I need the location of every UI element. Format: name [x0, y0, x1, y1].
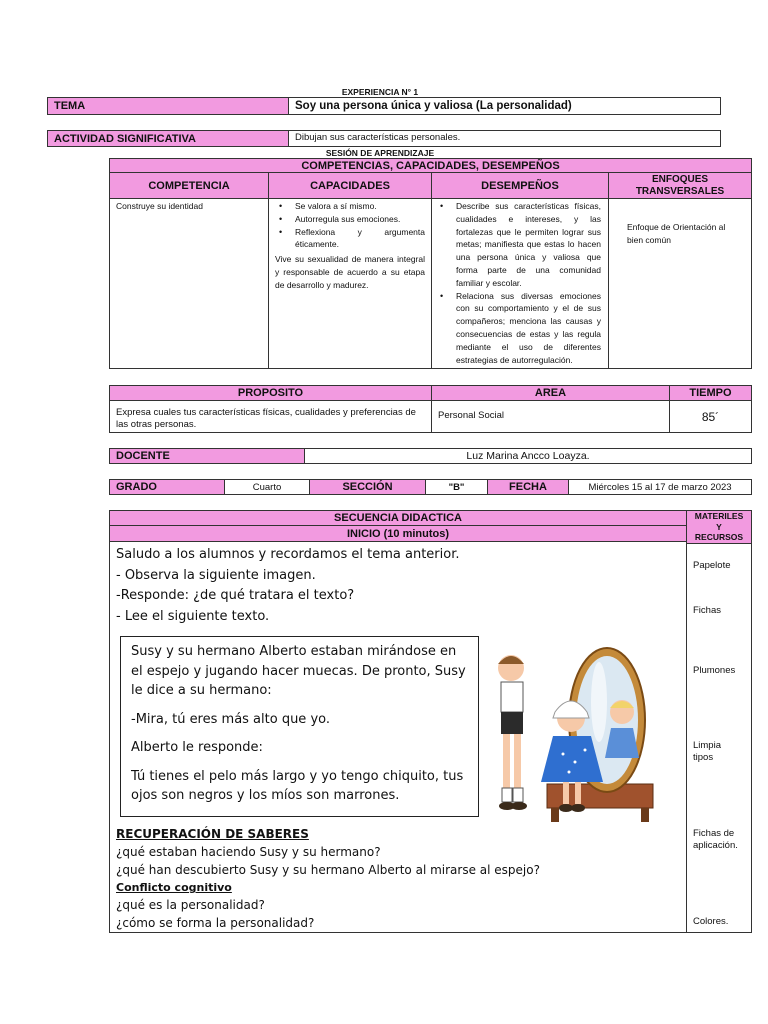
actividad-label: ACTIVIDAD SIGNIFICATIVA: [47, 130, 289, 147]
recuperacion-question: ¿qué han descubierto Susy y su hermano Alberto al mirarse al espejo?: [116, 862, 540, 877]
conflicto-question: ¿cómo se forma la personalidad?: [116, 915, 315, 930]
enfoque-cell: Enfoque de Orientación al bien común: [608, 198, 752, 369]
material-item: Plumones: [693, 665, 736, 676]
capacidades-list: [275, 200, 425, 251]
col-capacidades: CAPACIDADES: [268, 172, 432, 199]
tema-label: TEMA: [47, 97, 289, 115]
capacidades-cell: [268, 198, 432, 369]
capacidad-item: • Reflexiona y argumenta éticamente.: [275, 226, 425, 252]
capacidad-item: • Se valora a sí mismo.: [275, 200, 425, 213]
desempenos-list: [436, 200, 601, 366]
story-box: [120, 636, 479, 817]
recuperacion-title: RECUPERACIÓN DE SABERES: [116, 827, 309, 841]
desempeno-item: • Relaciona sus diversas emociones con su comportamiento y el de sus compañeros; menciona las causas y consecuencias de estas y las regula mediante el uso de diferentes estrategias de autorregulación.: [436, 290, 601, 367]
story-paragraph: Alberto le responde:: [131, 740, 263, 755]
story-paragraph: -Mira, tú eres más alto que yo.: [131, 711, 330, 727]
seccion-label: SECCIÓN: [309, 479, 426, 495]
material-item: Papelote: [693, 560, 731, 571]
story-paragraph: Tú tienes el pelo más largo y yo tengo chiquito, tus ojos son negros y los míos son marrones.: [131, 768, 464, 803]
docente-value: Luz Marina Ancco Loayza.: [304, 448, 752, 464]
conflicto-question: ¿qué es la personalidad?: [116, 898, 265, 913]
material-item: Colores.: [693, 916, 729, 927]
col-proposito: PROPOSITO: [109, 385, 432, 401]
col-area: AREA: [431, 385, 670, 401]
competencia-cell: Construye su identidad: [109, 198, 269, 369]
material-item: Limpia tipos: [693, 740, 721, 763]
capacidad-item: • Autorregula sus emociones.: [275, 213, 425, 226]
material-item: Fichas de aplicación.: [693, 828, 738, 851]
area-cell: Personal Social: [431, 400, 670, 433]
desempenos-cell: [431, 198, 609, 369]
docente-label: DOCENTE: [109, 448, 305, 464]
col-competencia: COMPETENCIA: [109, 172, 269, 199]
fecha-value: Miércoles 15 al 17 de marzo 2023: [568, 479, 752, 495]
materiales-body: [686, 543, 752, 933]
competencias-title: COMPETENCIAS, CAPACIDADES, DESEMPEÑOS: [109, 158, 752, 173]
desempeno-item: • Describe sus características físicas, cualidades e intereses, y las fortalezas que le permiten lograr sus metas; manifiesta que estas lo hacen una persona única y valiosa que forma parte de una comunidad familiar y escolar.: [436, 200, 601, 290]
materiales-title: MATERILES Y RECURSOS: [686, 510, 752, 544]
fecha-label: FECHA: [487, 479, 569, 495]
intro-line: Saludo a los alumnos y recordamos el tema anterior.: [116, 547, 460, 562]
inicio-title: INICIO (10 minutos): [109, 525, 687, 542]
secuencia-title: SECUENCIA DIDACTICA: [109, 510, 687, 526]
intro-lines: [116, 545, 676, 627]
capacidades-extra: Vive su sexualidad de manera integral y responsable de acuerdo a su etapa de desarrollo y madurez.: [275, 254, 425, 290]
tiempo-cell: 85´: [669, 400, 752, 433]
col-enfoques: ENFOQUES TRANSVERSALES: [608, 172, 752, 199]
mirror-children-icon: [489, 632, 656, 830]
material-item: Fichas: [693, 605, 721, 616]
grado-label: GRADO: [109, 479, 225, 495]
intro-line: - Lee el siguiente texto.: [116, 608, 270, 624]
story-paragraph: Susy y su hermano Alberto estaban mirándose en el espejo y jugando hacer muecas. De pronto, Susy le dice a su hermano:: [131, 644, 466, 698]
seccion-value: "B": [425, 479, 488, 495]
proposito-cell: Expresa cuales tus características físicas, cualidades y preferencias de las otras personas.: [109, 400, 432, 433]
recuperacion-section: [116, 826, 676, 933]
intro-line: -Responde: ¿de qué tratara el texto?: [116, 588, 355, 603]
col-tiempo: TIEMPO: [669, 385, 752, 401]
tema-value: Soy una persona única y valiosa (La personalidad): [288, 97, 721, 115]
sesion-title: SESIÓN DE APRENDIZAJE: [325, 147, 435, 158]
grado-value: Cuarto: [224, 479, 310, 495]
actividad-value: Dibujan sus características personales.: [288, 130, 721, 147]
mirror-illustration: [489, 632, 656, 830]
recuperacion-question: ¿qué estaban haciendo Susy y su hermano?: [116, 844, 381, 859]
experiencia-title: EXPERIENCIA N° 1: [341, 86, 419, 97]
intro-line: - Observa la siguiente imagen.: [116, 567, 316, 583]
conflicto-title: Conflicto cognitivo: [116, 881, 232, 895]
col-desempenos: DESEMPEÑOS: [431, 172, 609, 199]
